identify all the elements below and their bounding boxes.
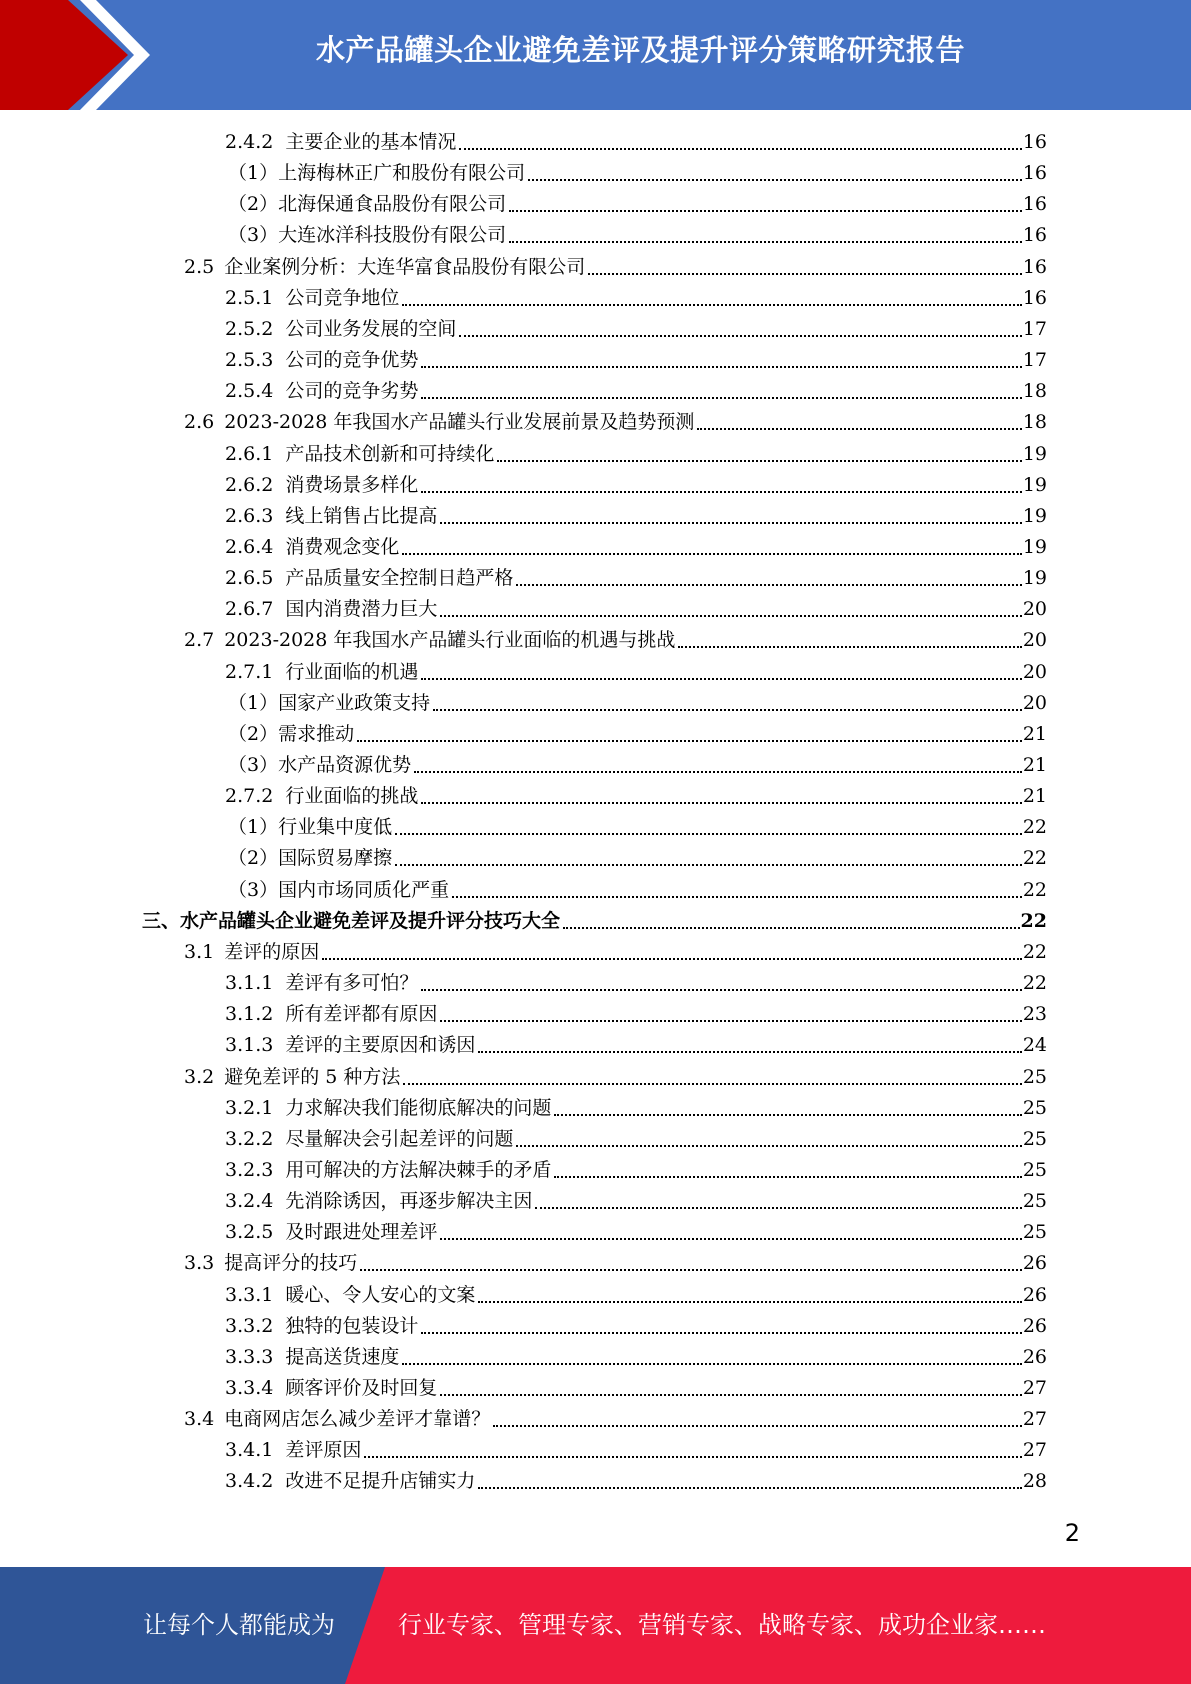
toc-entry-number: （3） (228, 878, 279, 901)
toc-entry[interactable] (225, 501, 1047, 532)
toc-entry-number: 三、 (142, 909, 181, 932)
toc-entry[interactable] (225, 283, 1047, 314)
toc-entry-page: 23 (1022, 1003, 1047, 1026)
toc-entry[interactable] (225, 1030, 1047, 1061)
toc-entry[interactable] (225, 968, 1047, 999)
toc-entry-page: 16 (1022, 286, 1047, 309)
toc-entry-number: 3.2.2 (225, 1127, 274, 1150)
toc-entry-title: 差评的原因 (224, 940, 320, 963)
toc-dot-leader (491, 1404, 1022, 1435)
toc-dot-leader (393, 843, 1022, 874)
toc-entry-title: 电商网店怎么减少差评才靠谱？ (224, 1408, 491, 1431)
toc-entry[interactable] (225, 999, 1047, 1030)
toc-entry[interactable] (225, 1186, 1047, 1217)
toc-entry-page: 26 (1022, 1252, 1047, 1275)
toc-entry-number: 3.2.5 (225, 1221, 274, 1244)
toc-entry-title: 产品质量安全控制日趋严格 (285, 567, 514, 590)
toc-dot-leader (586, 252, 1022, 283)
toc-entry-number: 3.3.4 (225, 1377, 274, 1399)
toc-entry[interactable] (184, 407, 1047, 438)
toc-entry[interactable] (225, 127, 1047, 158)
toc-dot-leader (676, 625, 1021, 656)
report-title: 水产品罐头企业避免差评及提升评分策略研究报告 (315, 33, 965, 67)
toc-entry-title: 国家产业政策支持 (278, 691, 431, 714)
toc-entry-number: 3.4.1 (225, 1439, 274, 1462)
toc-entry[interactable] (228, 812, 1047, 843)
toc-entry[interactable] (228, 875, 1047, 906)
toc-entry[interactable] (225, 470, 1047, 501)
toc-entry-title: 行业集中度低 (278, 816, 393, 839)
toc-entry-number: （2） (228, 193, 279, 216)
toc-dot-leader (457, 127, 1021, 158)
toc-entry-number: （2） (228, 722, 279, 745)
toc-dot-leader (533, 1186, 1021, 1217)
page-number: 2 (1064, 1519, 1080, 1547)
toc-dot-leader (507, 189, 1022, 220)
toc-entry-page: 21 (1022, 722, 1047, 745)
toc-entry-number: 2.7 (184, 629, 215, 652)
toc-dot-leader (561, 906, 1020, 937)
toc-entry-page: 20 (1022, 629, 1047, 652)
toc-entry-page: 16 (1022, 162, 1047, 185)
toc-entry[interactable] (225, 439, 1047, 470)
toc-entry-number: 3.2.1 (225, 1096, 274, 1119)
toc-entry-page: 25 (1022, 1158, 1047, 1181)
toc-entry-title: 顾客评价及时回复 (285, 1377, 438, 1399)
toc-entry[interactable] (225, 1155, 1047, 1186)
toc-entry-number: 3.3.1 (225, 1283, 274, 1306)
toc-dot-leader (419, 345, 1021, 376)
toc-entry-title: 企业案例分析：大连华富食品股份有限公司 (224, 255, 586, 278)
toc-entry-number: 2.4.2 (225, 131, 274, 153)
toc-entry-title: 2023-2028 年我国水产品罐头行业面临的机遇与挑战 (224, 629, 676, 652)
footer-roles: 行业专家、管理专家、营销专家、战略专家、成功企业家…… (398, 1611, 1046, 1639)
toc-entry-page: 22 (1020, 909, 1047, 932)
toc-entry-page: 16 (1022, 131, 1047, 153)
toc-entry-title: 改进不足提升店铺实力 (285, 1470, 476, 1493)
footer-slogan: 让每个人都能成为 (143, 1611, 335, 1639)
toc-entry-page: 25 (1022, 1096, 1047, 1119)
toc-entry-title: 消费观念变化 (285, 535, 400, 558)
toc-entry-page: 26 (1022, 1345, 1047, 1368)
toc-entry[interactable] (225, 345, 1047, 376)
toc-entry-number: 2.5.3 (225, 349, 274, 372)
toc-dot-leader (695, 407, 1021, 438)
toc-entry-page: 17 (1022, 349, 1047, 372)
toc-entry-number: 3.3 (184, 1252, 215, 1275)
toc-entry-page: 16 (1022, 224, 1047, 247)
toc-entry-number: 2.5 (184, 255, 215, 278)
toc-entry-number: 2.6.3 (225, 504, 274, 527)
toc-entry-title: 2023-2028 年我国水产品罐头行业发展前景及趋势预测 (224, 411, 695, 434)
toc-entry-number: 2.7.2 (225, 785, 274, 808)
toc-entry[interactable] (225, 563, 1047, 594)
toc-entry-title: 公司的竞争优势 (285, 349, 419, 372)
header-arrow-decoration (0, 0, 160, 110)
toc-entry-page: 21 (1022, 785, 1047, 808)
toc-entry-title: 所有差评都有原因 (285, 1003, 438, 1026)
toc-entry-title: 公司竞争地位 (285, 286, 400, 309)
toc-entry-page: 24 (1022, 1034, 1047, 1057)
toc-dot-leader (438, 594, 1021, 625)
toc-dot-leader (438, 1373, 1021, 1404)
toc-entry-page: 19 (1022, 473, 1047, 496)
toc-entry-page: 25 (1022, 1221, 1047, 1244)
toc-dot-leader (507, 220, 1022, 251)
toc-entry-number: 2.7.1 (225, 660, 274, 683)
toc-entry[interactable] (225, 1280, 1047, 1311)
toc-entry-title: 消费场景多样化 (285, 473, 419, 496)
toc-entry-number: 2.5.4 (225, 380, 274, 403)
toc-entry-page: 18 (1022, 380, 1047, 403)
toc-entry-number: （1） (228, 816, 279, 839)
toc-entry-number: （2） (228, 847, 279, 870)
toc-entry[interactable] (228, 750, 1047, 781)
toc-entry-title: 国际贸易摩擦 (278, 847, 393, 870)
toc-entry-title: 行业面临的挑战 (285, 785, 419, 808)
toc-entry[interactable] (225, 1342, 1047, 1373)
toc-entry[interactable] (228, 843, 1047, 874)
toc-entry-title: 先消除诱因，再逐步解决主因 (285, 1190, 533, 1213)
toc-entry-number: 3.4 (184, 1408, 215, 1431)
toc-entry-page: 28 (1022, 1470, 1047, 1493)
toc-entry-title: 独特的包装设计 (285, 1314, 419, 1337)
toc-entry[interactable] (225, 1466, 1047, 1497)
toc-entry-number: （3） (228, 754, 279, 776)
toc-entry-title: 大连冰洋科技股份有限公司 (278, 224, 507, 247)
toc-dot-leader (514, 563, 1021, 594)
toc-entry-page: 19 (1022, 567, 1047, 590)
toc-entry-title: 公司的竞争劣势 (285, 380, 419, 403)
toc-entry[interactable] (225, 1311, 1047, 1342)
toc-entry-page: 21 (1022, 754, 1047, 776)
report-header (0, 0, 1191, 110)
toc-entry-page: 22 (1022, 847, 1047, 870)
toc-dot-leader (476, 1466, 1021, 1497)
toc-dot-leader (514, 1124, 1021, 1155)
toc-entry-title: 上海梅林正广和股份有限公司 (278, 162, 526, 185)
toc-entry-page: 20 (1022, 598, 1047, 621)
toc-entry[interactable] (228, 158, 1047, 189)
toc-entry-title: 提高送货速度 (285, 1345, 400, 1368)
toc-entry-page: 19 (1022, 442, 1047, 465)
toc-entry-number: 3.2.4 (225, 1190, 274, 1213)
toc-entry-number: 2.6.2 (225, 473, 274, 496)
toc-dot-leader (431, 688, 1022, 719)
toc-entry-title: 用可解决的方法解决棘手的矛盾 (285, 1158, 552, 1181)
toc-dot-leader (450, 875, 1022, 906)
toc-entry-number: 3.1.1 (225, 972, 274, 995)
toc-entry-title: 避免差评的 5 种方法 (224, 1065, 401, 1088)
toc-entry[interactable] (184, 1248, 1047, 1279)
toc-entry-page: 20 (1022, 691, 1047, 714)
toc-dot-leader (393, 812, 1022, 843)
toc-entry-title: 北海保通食品股份有限公司 (278, 193, 507, 216)
toc-dot-leader (419, 470, 1021, 501)
toc-entry-number: 2.5.2 (225, 317, 274, 340)
toc-entry-number: 3.1.3 (225, 1034, 274, 1057)
toc-entry-number: 3.2.3 (225, 1158, 274, 1181)
toc-entry-title: 差评原因 (285, 1439, 362, 1462)
toc-entry-title: 线上销售占比提高 (285, 504, 438, 527)
toc-entry-number: 2.6.5 (225, 567, 274, 590)
report-footer (0, 1567, 1191, 1684)
toc-entry-page: 16 (1022, 255, 1047, 278)
toc-entry-page: 25 (1022, 1065, 1047, 1088)
toc-entry-number: （3） (228, 224, 279, 247)
toc-entry[interactable] (184, 252, 1047, 283)
toc-entry-number: 2.6.1 (225, 442, 274, 465)
toc-entry-page: 27 (1022, 1377, 1047, 1399)
toc-entry-title: 国内市场同质化严重 (278, 878, 450, 901)
toc-entry-title: 提高评分的技巧 (224, 1252, 358, 1275)
toc-dot-leader (320, 937, 1022, 968)
toc-entry[interactable] (225, 1373, 1047, 1404)
toc-dot-leader (355, 719, 1022, 750)
toc-entry[interactable] (225, 1217, 1047, 1248)
toc-entry-title: 国内消费潜力巨大 (285, 598, 438, 621)
toc-entry[interactable] (225, 314, 1047, 345)
toc-entry-page: 19 (1022, 535, 1047, 558)
toc-entry-title: 尽量解决会引起差评的问题 (285, 1127, 514, 1150)
toc-entry-page: 22 (1022, 878, 1047, 901)
toc-entry-number: 3.2 (184, 1065, 215, 1088)
toc-entry-title: 暖心、令人安心的文案 (285, 1283, 476, 1306)
toc-entry[interactable] (184, 625, 1047, 656)
toc-dot-leader (495, 439, 1021, 470)
toc-entry-page: 27 (1022, 1408, 1047, 1431)
toc-entry[interactable] (184, 937, 1047, 968)
toc-entry-page: 18 (1022, 411, 1047, 434)
toc-entry-number: 2.6.4 (225, 535, 274, 558)
toc-entry[interactable] (225, 1093, 1047, 1124)
toc-dot-leader (400, 1342, 1021, 1373)
toc-entry-number: 3.4.2 (225, 1470, 274, 1493)
toc-entry-title: 差评的主要原因和诱因 (285, 1034, 476, 1057)
toc-entry-title: 需求推动 (278, 722, 355, 745)
toc-entry[interactable] (225, 1124, 1047, 1155)
toc-entry-page: 20 (1022, 660, 1047, 683)
toc-dot-leader (419, 376, 1021, 407)
toc-entry-page: 26 (1022, 1314, 1047, 1337)
toc-entry-page: 16 (1022, 193, 1047, 216)
toc-entry[interactable] (225, 594, 1047, 625)
toc-entry-page: 25 (1022, 1127, 1047, 1150)
toc-entry-title: 产品技术创新和可持续化 (285, 442, 495, 465)
toc-entry[interactable] (142, 906, 1047, 937)
toc-entry[interactable] (228, 688, 1047, 719)
toc-dot-leader (419, 1311, 1021, 1342)
toc-entry-page: 22 (1022, 972, 1047, 995)
toc-entry[interactable] (225, 1435, 1047, 1466)
toc-dot-leader (358, 1248, 1022, 1279)
toc-entry[interactable] (225, 781, 1047, 812)
toc-entry-title: 水产品罐头企业避免差评及提升评分技巧大全 (180, 909, 561, 932)
toc-entry-page: 17 (1022, 317, 1047, 340)
toc-entry-page: 22 (1022, 940, 1047, 963)
toc-dot-leader (438, 999, 1021, 1030)
toc-dot-leader (438, 1217, 1021, 1248)
toc-entry-number: （1） (228, 691, 279, 714)
toc-dot-leader (552, 1155, 1021, 1186)
toc-entry[interactable] (228, 220, 1047, 251)
toc-entry-page: 26 (1022, 1283, 1047, 1306)
toc-dot-leader (362, 1435, 1021, 1466)
toc-entry-title: 差评有多可怕？ (285, 972, 419, 995)
toc-dot-leader (419, 657, 1021, 688)
toc-entry-title: 行业面临的机遇 (285, 660, 419, 683)
toc-entry[interactable] (228, 189, 1047, 220)
toc-dot-leader (400, 532, 1021, 563)
toc-entry-title: 水产品资源优势 (278, 754, 412, 776)
toc-entry-page: 19 (1022, 504, 1047, 527)
toc-entry-number: 3.1 (184, 940, 215, 963)
toc-entry-title: 力求解决我们能彻底解决的问题 (285, 1096, 552, 1119)
toc-entry[interactable] (184, 1062, 1047, 1093)
toc-dot-leader (457, 314, 1021, 345)
toc-entry-number: 3.1.2 (225, 1003, 274, 1026)
toc-entry[interactable] (184, 1404, 1047, 1435)
toc-entry-title: 公司业务发展的空间 (285, 317, 457, 340)
toc-dot-leader (412, 750, 1022, 781)
toc-entry-number: 3.3.3 (225, 1345, 274, 1368)
toc-dot-leader (526, 158, 1022, 189)
toc-entry[interactable] (225, 532, 1047, 563)
toc-entry-number: 3.3.2 (225, 1314, 274, 1337)
toc-entry-page: 25 (1022, 1190, 1047, 1213)
toc-dot-leader (476, 1280, 1021, 1311)
toc-dot-leader (419, 781, 1021, 812)
toc-dot-leader (400, 283, 1021, 314)
toc-entry-number: （1） (228, 162, 279, 185)
toc-entry-number: 2.6 (184, 411, 215, 434)
toc-entry-page: 22 (1022, 816, 1047, 839)
toc-entry-number: 2.5.1 (225, 286, 274, 309)
toc-dot-leader (476, 1030, 1021, 1061)
toc-entry-title: 及时跟进处理差评 (285, 1221, 438, 1244)
toc-entry-page: 27 (1022, 1439, 1047, 1462)
toc-entry[interactable] (228, 719, 1047, 750)
toc-entry[interactable] (225, 376, 1047, 407)
toc-entry-title: 主要企业的基本情况 (285, 131, 457, 153)
toc-dot-leader (419, 968, 1021, 999)
toc-dot-leader (438, 501, 1021, 532)
toc-entry-number: 2.6.7 (225, 598, 274, 621)
toc-dot-leader (552, 1093, 1021, 1124)
toc-dot-leader (401, 1062, 1021, 1093)
toc-entry[interactable] (225, 657, 1047, 688)
